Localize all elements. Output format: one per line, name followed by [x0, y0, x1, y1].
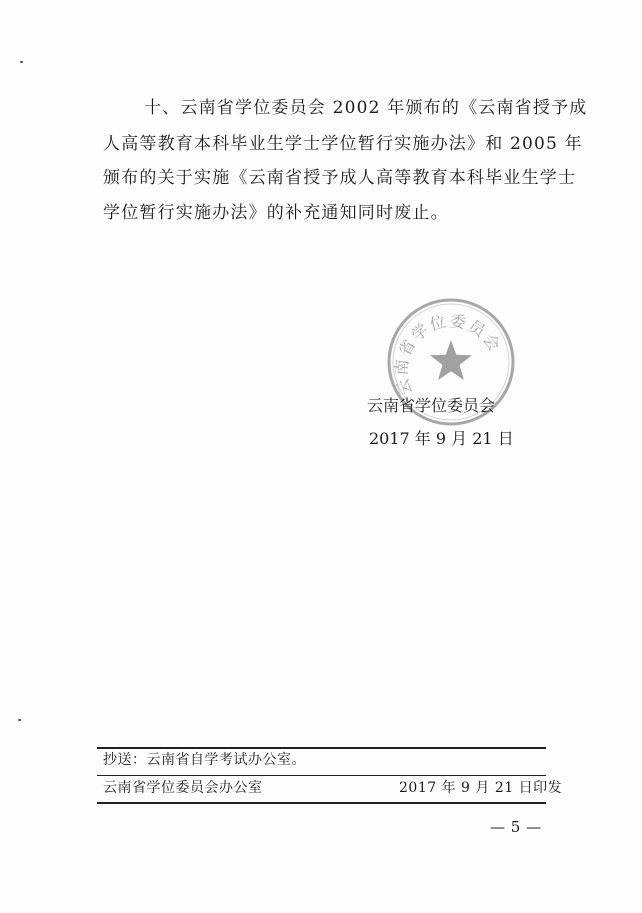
page-number: — 5 —: [490, 818, 542, 836]
body-line: 十、云南省学位委员会 2002 年颁布的《云南省授予成: [144, 98, 588, 118]
signature-date: 2017 年 9 月 21 日: [369, 429, 514, 448]
scan-speck: [20, 61, 23, 63]
issue-date: 2017 年 9 月 21 日印发: [399, 780, 563, 796]
body-line: 颁布的关于实施《云南省授予成人高等教育本科毕业生学士: [103, 168, 577, 188]
signature-organization: 云南省学位委员会: [367, 396, 496, 415]
seal-text: 云南省学位委员会: [391, 311, 505, 398]
body-line: 学位暂行实施办法》的补充通知同时废止。: [103, 203, 449, 223]
cc-line: 抄送：云南省自学考试办公室。: [103, 752, 306, 768]
footer-divider-top: [97, 747, 546, 749]
footer-divider-middle: [97, 775, 546, 776]
footer-divider-bottom: [97, 802, 546, 804]
body-line: 人高等教育本科毕业生学士学位暂行实施办法》和 2005 年: [103, 134, 583, 154]
issuing-office: 云南省学位委员会办公室: [103, 780, 263, 796]
seal-star-icon: [430, 340, 472, 380]
scan-speck: [18, 719, 21, 721]
